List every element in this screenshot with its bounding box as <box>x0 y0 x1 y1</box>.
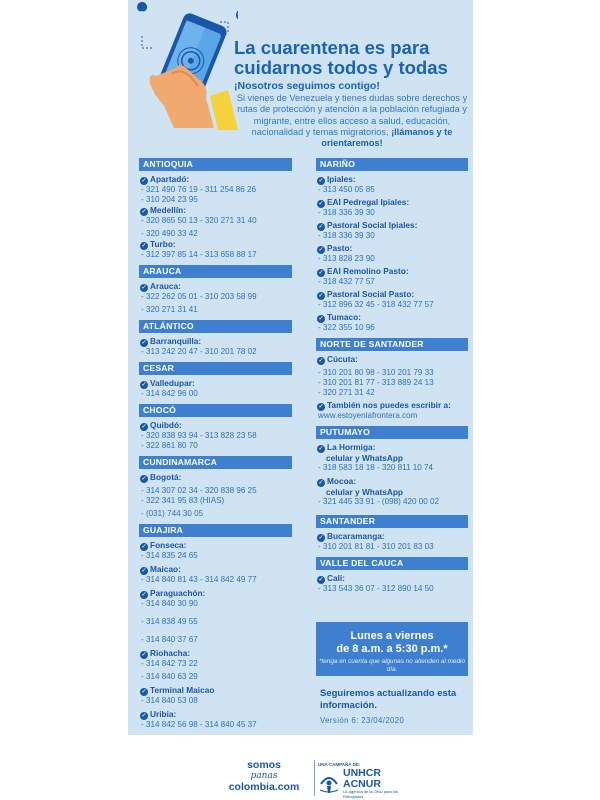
check-icon: ✓ <box>318 446 324 452</box>
phone-number[interactable]: - 322 262 05 01 - 310 203 58 99 <box>141 292 257 301</box>
phone-number[interactable]: - 312 896 32 45 - 318 432 77 57 <box>318 300 434 309</box>
phone-number[interactable]: - 310 204 23 95 <box>141 195 198 204</box>
phone-number[interactable]: - 314 840 53 08 <box>141 696 198 705</box>
phone-number[interactable]: - 310 201 80 98 - 310 201 79 33 <box>318 368 434 377</box>
phone-number[interactable]: - 320 865 50 13 - 320 271 31 40 <box>141 216 257 225</box>
phone-number[interactable]: - 322 355 10 96 <box>318 323 375 332</box>
city-name: ✓ Apartadó: <box>141 174 190 184</box>
city-name: ✓ Valledupar: <box>141 378 195 388</box>
city-name: ✓ Barranquilla: <box>141 336 202 346</box>
check-icon: ✓ <box>141 476 147 482</box>
city-name: ✓ Terminal Maicao <box>141 685 215 695</box>
check-icon: ✓ <box>318 577 324 583</box>
check-icon: ✓ <box>318 480 324 486</box>
campaign-label: UNA CAMPAÑA DE: <box>318 762 361 767</box>
intro-text <box>232 93 472 149</box>
city-name: ✓ Medellín: <box>141 205 186 215</box>
phone-number[interactable]: - 314 842 56 98 - 314 840 45 37 <box>141 720 257 729</box>
city-name: ✓ Bogotá: <box>141 472 182 482</box>
section-putumayo <box>316 426 468 509</box>
phone-number[interactable]: - 314 307 02 34 - 320 838 96 25 <box>141 486 257 495</box>
section-header: CUNDINAMARCA <box>139 456 292 469</box>
page-title: La cuarentena es para cuidarnos todos y todas <box>234 37 448 78</box>
phone-number[interactable]: - 322 341 95 83 (HIAS) <box>141 496 225 505</box>
intro-paragraph: Si vienes de Venezuela y tienes dudas sobre derechos y rutas de protección y atención a la población refugiada y migrante, entre ellos acceso a salud, educación, nacionalidad y temas migratorios, <box>236 93 468 137</box>
phone-number[interactable]: - 313 450 05 85 <box>318 185 375 194</box>
city-name: ✓ Ipiales: <box>318 174 356 184</box>
check-icon: ✓ <box>318 224 324 230</box>
phone-number[interactable]: - 314 840 37 67 <box>141 635 198 644</box>
check-icon: ✓ <box>141 689 147 695</box>
phone-number[interactable]: - 314 838 49 55 <box>141 617 198 626</box>
phone-number[interactable]: - 320 490 33 42 <box>141 229 198 238</box>
section-atlantico <box>139 320 292 359</box>
right-column <box>316 158 468 599</box>
phone-number[interactable]: - 314 842 73 22 <box>141 659 198 668</box>
city-name: ✓ Riohacha: <box>141 648 191 658</box>
check-icon: ✓ <box>141 340 147 346</box>
city-name: ✓ Cúcuta: <box>318 354 358 364</box>
hero <box>128 0 473 160</box>
check-icon: ✓ <box>141 209 147 215</box>
section-header: SANTANDER <box>316 515 468 528</box>
intro-call-to-action: ¡llámanos y te orientaremos! <box>321 126 453 149</box>
section-narino <box>316 158 468 335</box>
phone-number[interactable]: - 322 861 80 70 <box>141 441 198 450</box>
hours-box <box>316 622 468 676</box>
city-name: ✓ Paraguachón: <box>141 588 206 598</box>
acnur-word: ACNUR <box>343 777 381 790</box>
update-notice: Seguiremos actualizando esta información. <box>320 688 457 711</box>
left-column <box>139 158 292 735</box>
hours-text <box>316 630 468 655</box>
check-icon: ✓ <box>318 316 324 322</box>
city-name: ✓ Maicao: <box>141 564 181 574</box>
section-header: CESAR <box>139 362 292 375</box>
hours-days: Lunes a viernes <box>350 630 434 642</box>
unhcr-tagline: La Agencia de la ONU para los Refugiados <box>343 789 398 799</box>
poster <box>128 0 473 800</box>
section-santander <box>316 515 468 554</box>
website-link[interactable]: www.estoyenlafrontera.com <box>318 411 418 420</box>
section-norte-de-santander <box>316 338 468 423</box>
phone-number[interactable]: - 314 840 63 29 <box>141 672 198 681</box>
section-header: ATLÁNTICO <box>139 320 292 333</box>
city-name: ✓ La Hormiga: <box>318 442 376 452</box>
section-header: NARIÑO <box>316 158 468 171</box>
section-header: ARAUCA <box>139 265 292 278</box>
phone-number[interactable]: - 318 336 39 30 <box>318 231 375 240</box>
phone-number[interactable]: - 312 397 85 14 - 313 658 88 17 <box>141 250 257 259</box>
check-icon: ✓ <box>141 243 147 249</box>
city-name: ✓ También nos puedes escribir a: <box>318 400 451 410</box>
contact-channel: celular y WhatsApp <box>326 453 403 463</box>
phone-number[interactable]: - 320 271 31 41 <box>141 305 198 314</box>
section-header: CHOCÓ <box>139 404 292 417</box>
section-cesar <box>139 362 292 401</box>
check-icon: ✓ <box>318 293 324 299</box>
check-icon: ✓ <box>141 713 147 719</box>
city-name: ✓ Pasto: <box>318 243 353 253</box>
phone-number[interactable]: - 314 835 24 65 <box>141 551 198 560</box>
city-name: ✓ Tumaco: <box>318 312 361 322</box>
check-icon: ✓ <box>318 178 324 184</box>
section-antioquia <box>139 158 292 262</box>
city-name: ✓ Bucaramanga: <box>318 531 385 541</box>
section-cundinamarca <box>139 456 292 521</box>
section-header: NORTE DE SANTANDER <box>316 338 468 351</box>
city-name: ✓ Uribia: <box>141 709 177 719</box>
check-icon: ✓ <box>141 592 147 598</box>
phone-number[interactable]: - 313 828 23 90 <box>318 254 375 263</box>
check-icon: ✓ <box>141 544 147 550</box>
check-icon: ✓ <box>318 201 324 207</box>
logo-word-somos: somos <box>247 759 281 771</box>
check-icon: ✓ <box>141 424 147 430</box>
city-name: ✓ Mocoa: <box>318 476 357 486</box>
page-subtitle: ¡Nosotros seguimos contigo! <box>234 80 380 92</box>
phone-number[interactable]: - 318 583 18 18 - 320 811 10 74 <box>318 463 434 472</box>
city-name: ✓ Arauca: <box>141 281 181 291</box>
logo-word-colombia: colombia.com <box>228 781 300 793</box>
section-guajira <box>139 524 292 732</box>
unhcr-word: UNHCR <box>343 767 381 779</box>
logo-word-panas: panas <box>250 771 278 781</box>
section-choco <box>139 404 292 453</box>
city-name: ✓ Pastoral Social Pasto: <box>318 289 415 299</box>
city-name: ✓ Turbo: <box>141 239 176 249</box>
phone-number[interactable]: - 313 543 36 07 - 312 890 14 50 <box>318 584 434 593</box>
city-name: ✓ EAI Remolino Pasto: <box>318 266 409 276</box>
city-name: ✓ Cali: <box>318 573 345 583</box>
check-icon: ✓ <box>318 358 324 364</box>
phone-number[interactable]: - 318 432 77 57 <box>318 277 375 286</box>
city-name: ✓ Quibdó: <box>141 420 182 430</box>
phone-hand-illustration <box>128 0 238 130</box>
check-icon: ✓ <box>141 652 147 658</box>
phone-number[interactable]: - 314 840 81 43 - 314 842 49 77 <box>141 575 257 584</box>
check-icon: ✓ <box>318 270 324 276</box>
footer-divider <box>314 760 315 796</box>
phone-number[interactable]: - 310 201 81 81 - 310 201 83 03 <box>318 542 434 551</box>
phone-call-icon <box>236 9 238 21</box>
phone-number[interactable]: - 321 445 33 91 - (098) 420 00 02 <box>318 497 440 506</box>
section-header: PUTUMAYO <box>316 426 468 439</box>
hours-time: de 8 a.m. a 5:30 p.m.* <box>336 642 448 655</box>
phone-number[interactable]: - 314 840 30 90 <box>141 599 198 608</box>
section-header: ANTIOQUIA <box>139 158 292 171</box>
check-icon: ✓ <box>318 404 324 410</box>
check-icon: ✓ <box>318 535 324 541</box>
check-icon: ✓ <box>141 568 147 574</box>
check-icon: ✓ <box>141 178 147 184</box>
phone-number[interactable]: - 313 242 20 47 - 310 201 78 02 <box>141 347 257 356</box>
phone-number[interactable]: - 318 336 39 30 <box>318 208 375 217</box>
contact-channel: celular y WhatsApp <box>326 487 403 497</box>
section-arauca <box>139 265 292 317</box>
phone-number[interactable]: - 310 201 81 77 - 313 889 24 13 <box>318 378 434 387</box>
hours-note: *tenga en cuenta que algunas no atienden al medio día. <box>318 658 466 673</box>
city-name: ✓ EAI Pedregal Ipiales: <box>318 197 410 207</box>
phone-number[interactable]: - (031) 744 30 05 <box>141 509 204 518</box>
check-icon: ✓ <box>141 285 147 291</box>
check-icon: ✓ <box>141 382 147 388</box>
phone-number[interactable]: - 321 490 76 19 - 311 254 86 26 <box>141 185 257 194</box>
phone-number[interactable]: - 314 842 96 00 <box>141 389 198 398</box>
check-icon: ✓ <box>318 247 324 253</box>
section-header: VALLE DEL CAUCA <box>316 557 468 570</box>
unhcr-emblem-icon <box>318 770 340 796</box>
city-name: ✓ Pastoral Social Ipiales: <box>318 220 418 230</box>
unhcr-logo-text <box>343 768 381 789</box>
section-header: GUAJIRA <box>139 524 292 537</box>
somos-panas-logo <box>214 760 314 793</box>
phone-number[interactable]: - 320 838 93 94 - 313 828 23 58 <box>141 431 257 440</box>
version-label: Versión 6: 23/04/2020 <box>320 716 405 725</box>
phone-number[interactable]: - 320 271 31 42 <box>318 388 375 397</box>
section-valle-del-cauca <box>316 557 468 596</box>
city-name: ✓ Fonseca: <box>141 540 187 550</box>
